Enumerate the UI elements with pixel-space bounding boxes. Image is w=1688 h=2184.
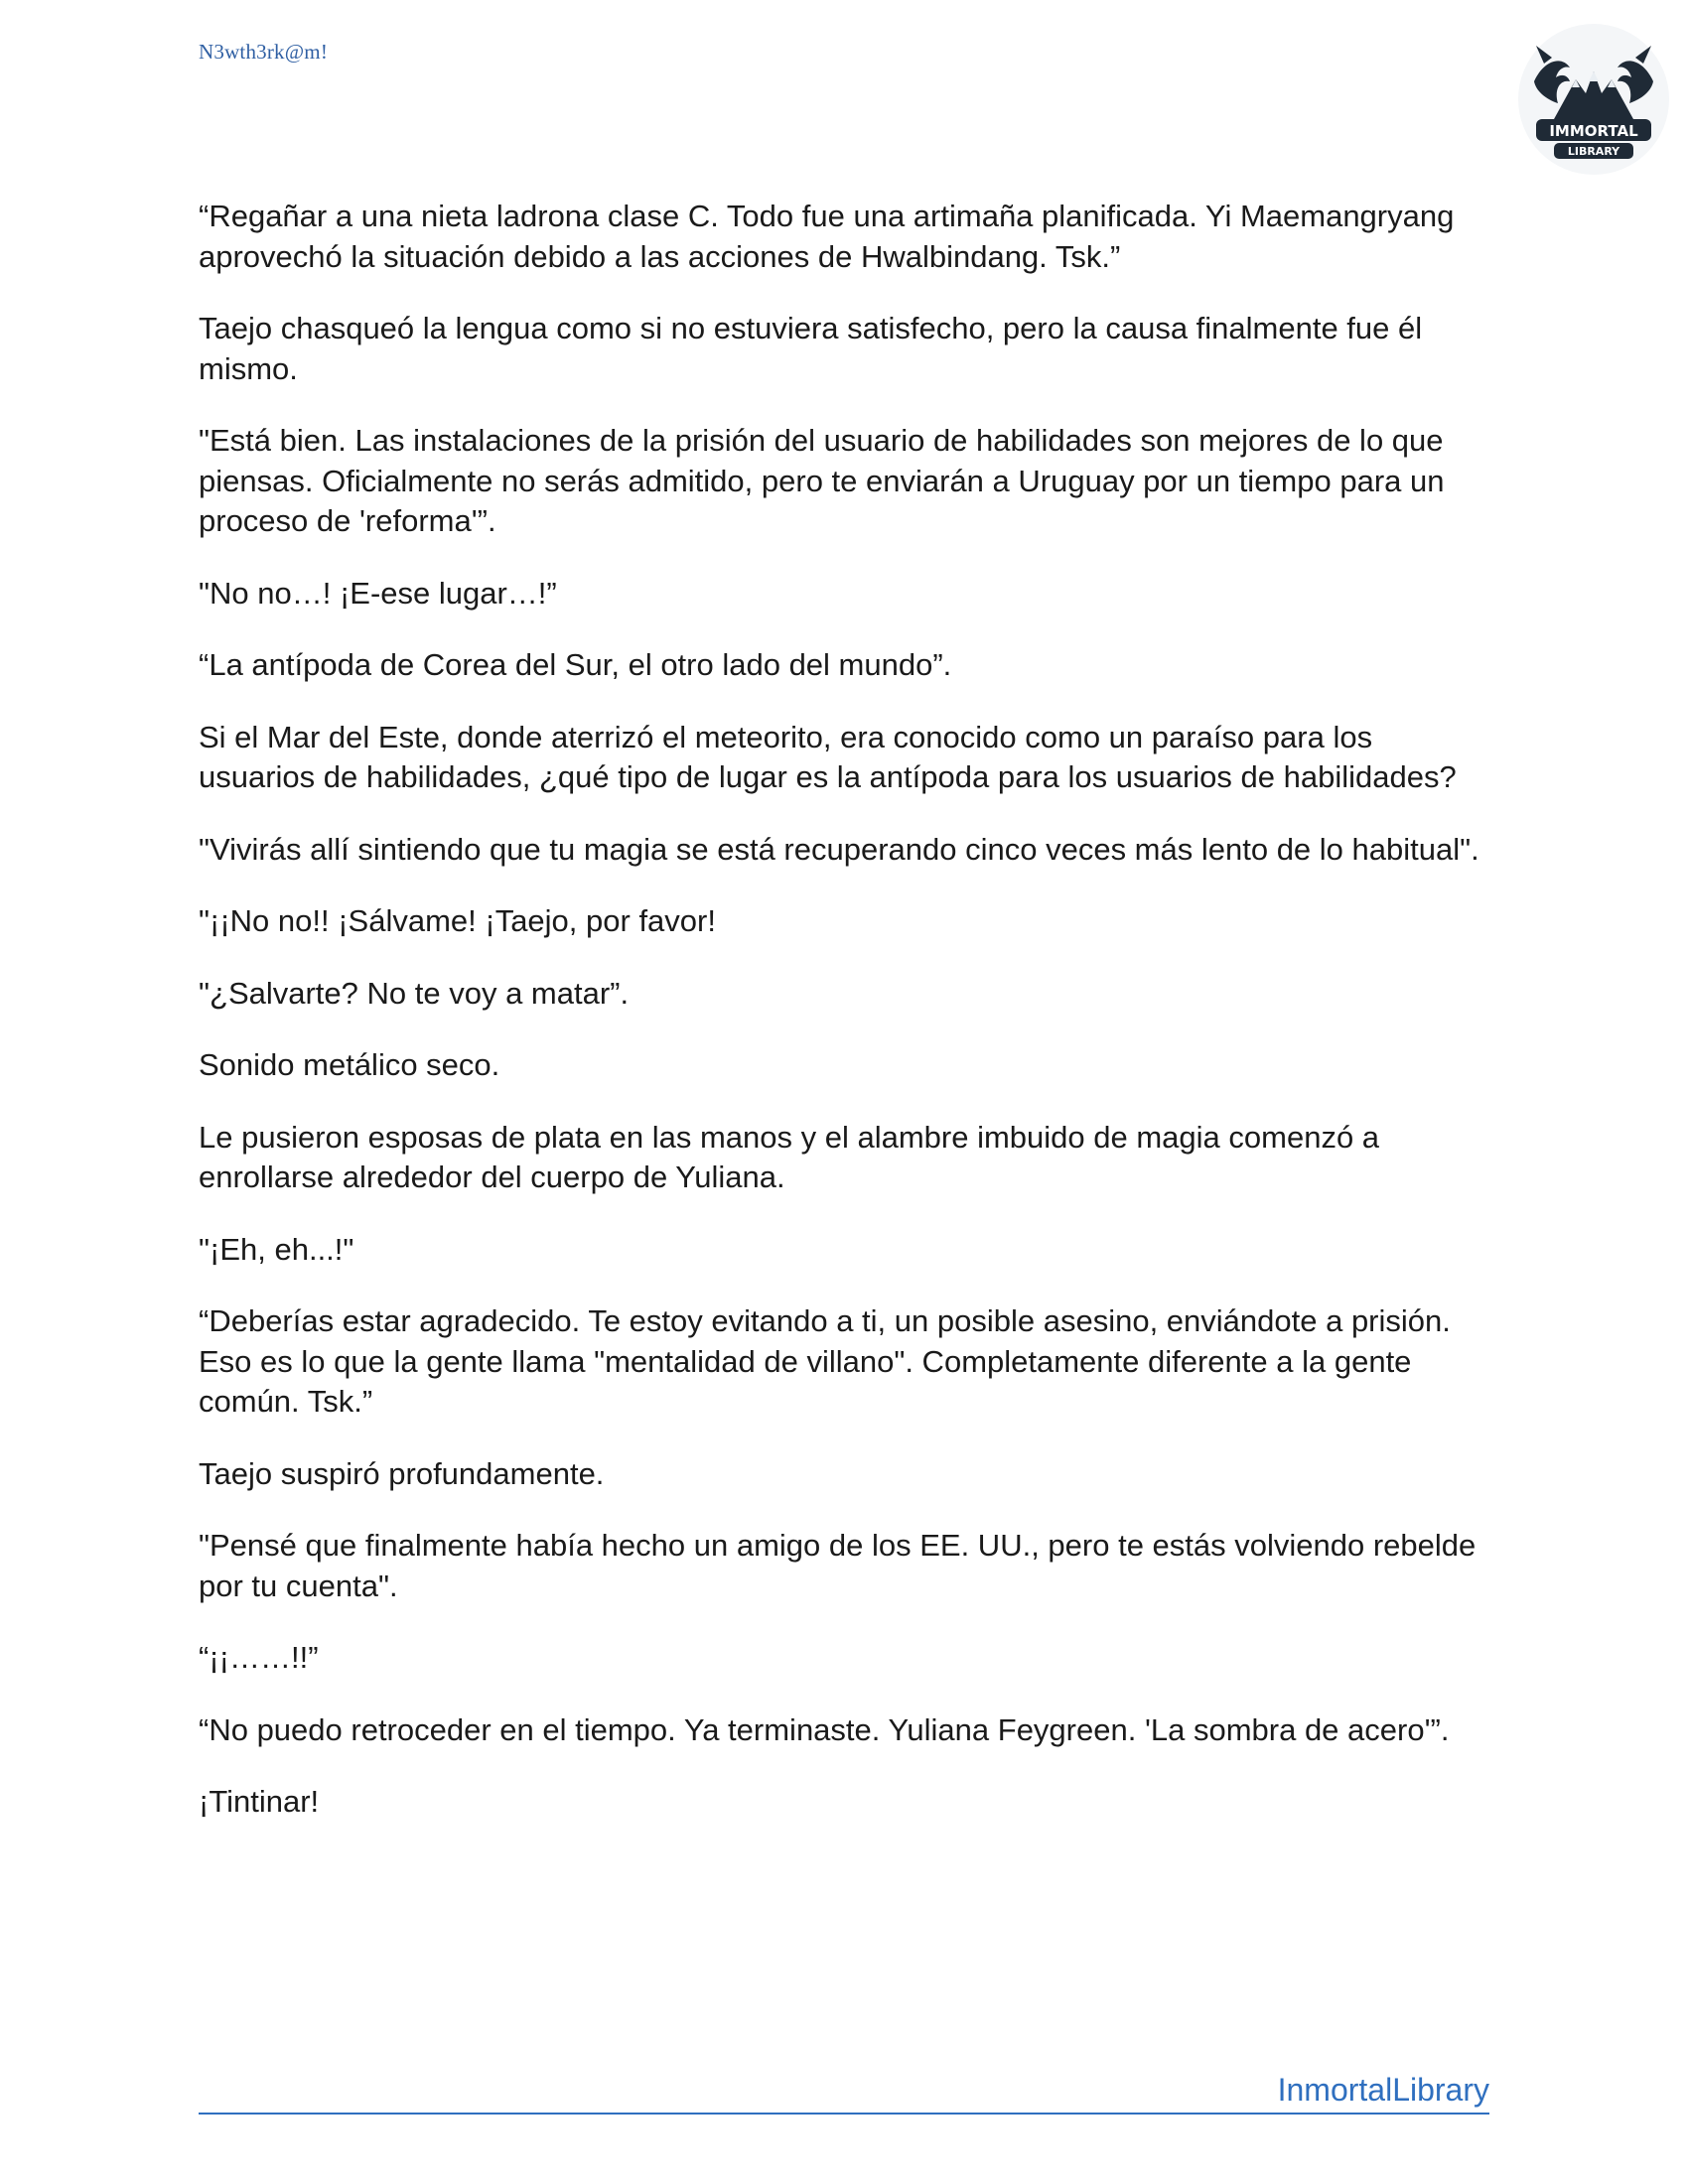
paragraph: "¡¡No no!! ¡Sálvame! ¡Taejo, por favor! [199,903,716,938]
paragraph: “Deberías estar agradecido. Te estoy evitando a ti, un posible asesino, enviándote a prisión. Eso es lo que la gente llama "mentalidad de villano". Completamente diferente a la gente común. Tsk.” [199,1303,1451,1419]
paragraph: Le pusieron esposas de plata en las manos y el alambre imbuido de magia comenzó a enrollarse alrededor del cuerpo de Yuliana. [199,1119,1380,1194]
paragraph: ¡Tintinar! [199,1784,320,1819]
paragraph: "No no…! ¡E-ese lugar…!” [199,575,557,611]
paragraph: "¡Eh, eh...!" [199,1231,354,1267]
paragraph: Taejo suspiró profundamente. [199,1455,605,1491]
paragraph: "Vivirás allí sintiendo que tu magia se está recuperando cinco veces más lento de lo habitual". [199,831,1479,867]
paragraph: “Regañar a una nieta ladrona clase C. Todo fue una artimaña planificada. Yi Maemangryang aprovechó la situación debido a las acciones de Hwalbindang. Tsk.” [199,199,1455,274]
paragraph: "Pensé que finalmente había hecho un amigo de los EE. UU., pero te estás volviendo rebelde por tu cuenta". [199,1528,1477,1603]
paragraph: Si el Mar del Este, donde aterrizó el meteorito, era conocido como un paraíso para los usuarios de habilidades, ¿qué tipo de lugar es la antípoda para los usuarios de habilidades? [199,719,1457,794]
paragraph: “¡¡……!!” [199,1640,319,1675]
footer-link[interactable]: InmortalLibrary [1277,2072,1489,2108]
paragraph: Taejo chasqueó la lengua como si no estuviera satisfecho, pero la causa finalmente fue él mismo. [199,311,1423,386]
footer [199,2067,1489,2115]
paragraph: Sonido metálico seco. [199,1047,500,1082]
paragraph: “No puedo retroceder en el tiempo. Ya terminaste. Yuliana Feygreen. 'La sombra de acero'”. [199,1711,1450,1747]
logo-text-top: IMMORTAL [1549,122,1638,140]
paragraph: "¿Salvarte? No te voy a matar”. [199,975,630,1011]
logo-text-bottom: LIBRARY [1567,145,1620,158]
header-tag: N3wth3rk@m! [199,40,329,64]
body-text [199,197,1489,1854]
immortal-library-logo [1514,20,1673,179]
paragraph: "Está bien. Las instalaciones de la prisión del usuario de habilidades son mejores de lo que piensas. Oficialmente no serás admitido, pero te enviarán a Uruguay por un tiempo para un proceso de 'reforma'”. [199,423,1445,538]
paragraph: “La antípoda de Corea del Sur, el otro lado del mundo”. [199,647,952,682]
dragon-castle-emblem-icon [1514,20,1673,179]
